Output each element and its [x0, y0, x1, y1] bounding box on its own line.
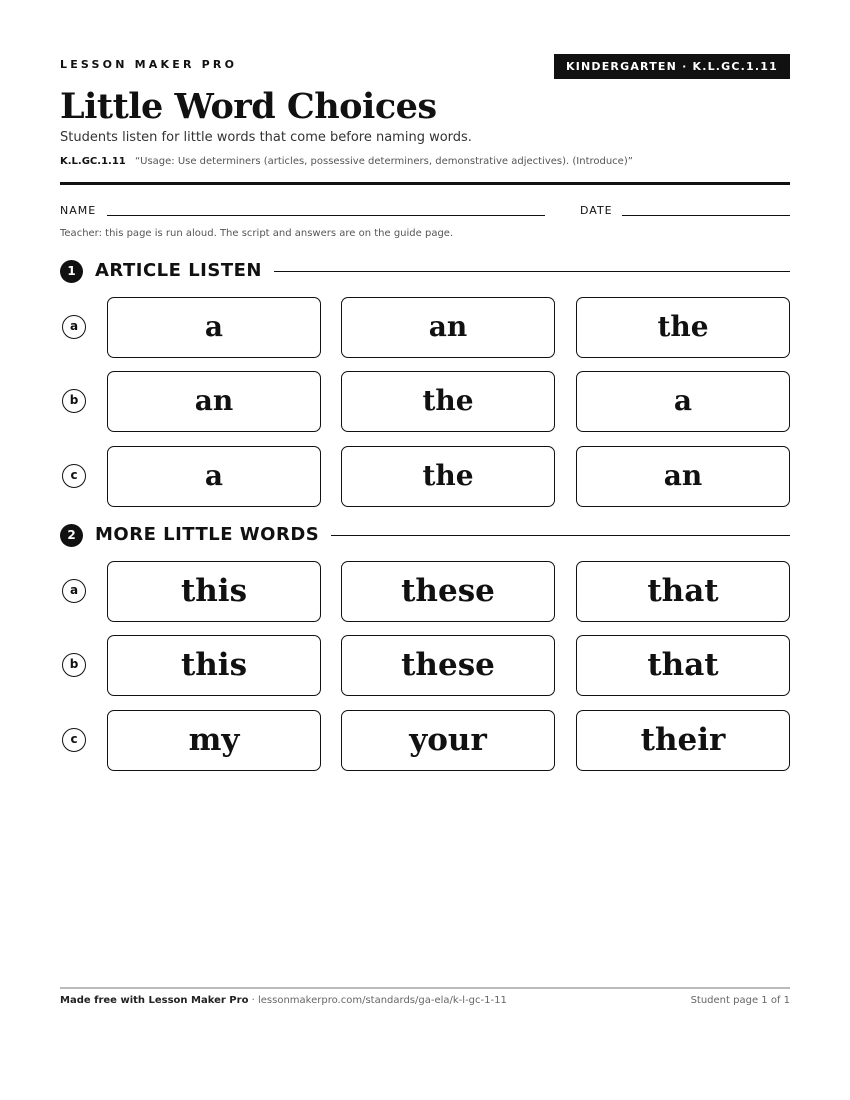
top-bar	[60, 54, 790, 80]
teacher-note: Teacher: this page is run aloud. The script and answers are on the guide page.	[60, 228, 454, 239]
footer-made-with: Made free with Lesson Maker Pro	[60, 995, 249, 1006]
section-2-number: 2	[60, 524, 83, 547]
word-choice-card[interactable]: that	[576, 635, 790, 696]
standard-line	[60, 156, 633, 167]
section-1-title: ARTICLE LISTEN	[95, 260, 274, 281]
footer-url[interactable]: · lessonmakerpro.com/standards/ga-ela/k-l-gc-1-11	[251, 995, 507, 1006]
page-title: Little Word Choices	[60, 86, 437, 127]
word-choice-card[interactable]: the	[576, 297, 790, 358]
row-letter: c	[62, 728, 86, 752]
section-1-row-a	[60, 297, 790, 359]
footer-divider	[60, 987, 790, 989]
section-1-row-b	[60, 371, 790, 433]
word-choice-card[interactable]: a	[107, 297, 321, 358]
worksheet-page	[60, 0, 790, 1100]
section-2-rule	[315, 535, 790, 536]
word-choice-card[interactable]: an	[107, 371, 321, 432]
footer-credit	[60, 995, 507, 1006]
footer-page-number: Student page 1 of 1	[690, 995, 790, 1006]
row-letter: b	[62, 653, 86, 677]
word-choice-card[interactable]: that	[576, 561, 790, 622]
section-1-row-c	[60, 446, 790, 508]
section-1-header	[60, 259, 790, 283]
word-choice-card[interactable]: the	[341, 371, 555, 432]
word-choice-card[interactable]: an	[341, 297, 555, 358]
section-2-row-a	[60, 561, 790, 623]
date-field[interactable]	[622, 215, 790, 216]
section-2-row-c	[60, 710, 790, 772]
word-choice-card[interactable]: a	[576, 371, 790, 432]
word-choice-card[interactable]: a	[107, 446, 321, 507]
brand-name: LESSON MAKER PRO	[60, 58, 238, 71]
word-choice-card[interactable]: an	[576, 446, 790, 507]
row-letter: a	[62, 315, 86, 339]
word-choice-card[interactable]: your	[341, 710, 555, 771]
word-choice-card[interactable]: the	[341, 446, 555, 507]
word-choice-card[interactable]: their	[576, 710, 790, 771]
section-2-title: MORE LITTLE WORDS	[95, 524, 331, 545]
name-label: NAME	[60, 204, 97, 217]
grade-badge: KINDERGARTEN · K.L.GC.1.11	[554, 54, 790, 79]
row-letter: b	[62, 389, 86, 413]
standard-text: “Usage: Use determiners (articles, possessive determiners, demonstrative adjectives). (Introduce)”	[134, 156, 633, 167]
standard-code: K.L.GC.1.11	[60, 156, 126, 167]
section-2-header	[60, 523, 790, 547]
word-choice-card[interactable]: this	[107, 635, 321, 696]
page-subtitle: Students listen for little words that come before naming words.	[60, 130, 472, 145]
row-letter: c	[62, 464, 86, 488]
word-choice-card[interactable]: my	[107, 710, 321, 771]
section-1-number: 1	[60, 260, 83, 283]
section-2-row-b	[60, 635, 790, 697]
word-choice-card[interactable]: these	[341, 561, 555, 622]
header-divider	[60, 182, 790, 185]
word-choice-card[interactable]: these	[341, 635, 555, 696]
name-field[interactable]	[107, 215, 545, 216]
word-choice-card[interactable]: this	[107, 561, 321, 622]
section-1-rule	[260, 271, 790, 272]
name-date-row	[60, 204, 790, 220]
date-label: DATE	[580, 204, 613, 217]
row-letter: a	[62, 579, 86, 603]
